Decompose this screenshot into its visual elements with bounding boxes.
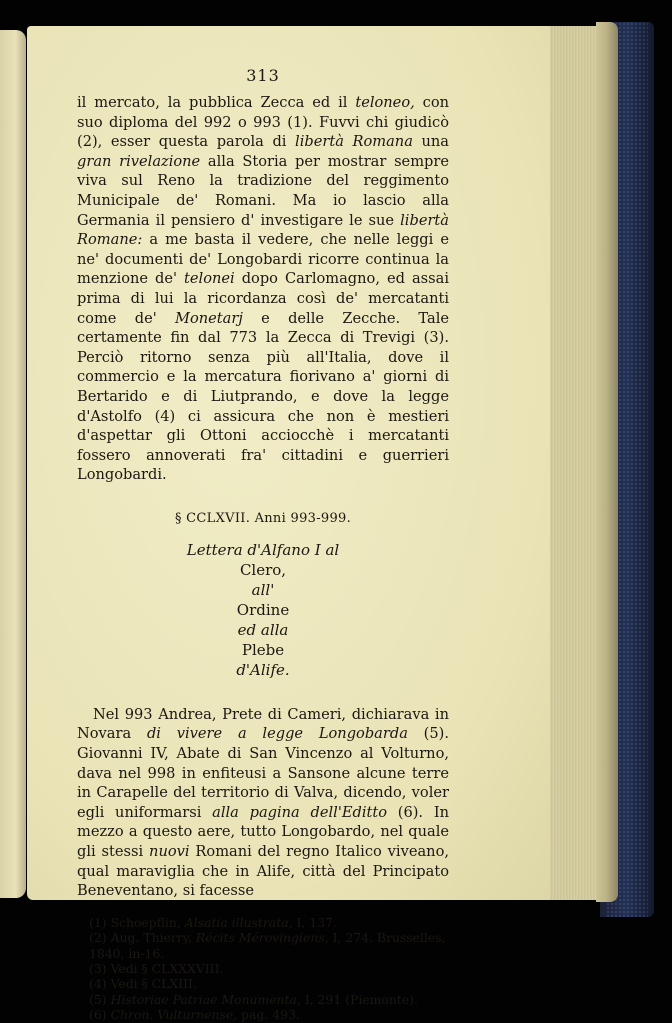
text-run: I, 274. Brusselles, 1840, in-16. <box>89 930 446 961</box>
italic-run: libertà Romana <box>295 133 413 151</box>
italic-run: nuovi <box>149 843 190 861</box>
text-run: Vedi § CLXXXVIII. <box>110 961 224 977</box>
text-run: Vedi § CLXIII. <box>110 976 197 992</box>
footnote-number: (6) <box>89 1007 107 1023</box>
text-run: e delle Zecche. Tale certamente fin dal 773 la Zecca di Trevigi (3). Perciò ritorno senza più all'Italia, dove il commercio e la mercatura fiorivano a' giorni di Bertarido e di Liutprando, e dove la legge d'Astolfo (4) ci assicura che non è mestieri d'aspettar gli Ottoni acciocchè i mercatanti fossero annoverati fra' cittadini e guerrieri Longobardi. <box>77 309 450 484</box>
page-content <box>77 66 449 1023</box>
footnote <box>77 930 449 961</box>
italic-run: di vivere a legge Longobarda <box>146 725 408 743</box>
italic-run: Historiae Patriae Monumenta, <box>110 991 301 1007</box>
text-run: dopo Carlomagno, ed assai prima di lui la ricordanza così de' mercatanti come de' <box>77 270 449 327</box>
left-page-edge <box>0 30 26 898</box>
text-run: I, 291 (Piemonte). <box>300 991 418 1007</box>
page-number: 313 <box>246 66 280 85</box>
text-run: (6). In mezzo a questo aere, tutto Longobardo, nel quale gli stessi <box>77 803 449 861</box>
text-run: Aug. Thierry, <box>110 930 196 946</box>
footnote-number: (2) <box>89 930 107 946</box>
text-run: Romani del regno Italico viveano, qual maraviglia che in Alife, città del Principato Beneventano, si facesse <box>77 843 449 900</box>
italic-run: libertà Romane: <box>77 211 449 249</box>
text-run: Plebe <box>241 640 285 659</box>
letter-title-line-2 <box>77 620 449 680</box>
footnote <box>77 992 449 1007</box>
letter-title-line-1 <box>77 540 449 620</box>
italic-run: teloneo, <box>355 94 415 111</box>
letter-title <box>77 540 449 680</box>
text-run: Ordine <box>236 600 290 619</box>
text-run: una <box>412 133 449 151</box>
footnote <box>77 976 449 991</box>
text-run: Clero, <box>239 560 287 579</box>
footnote <box>77 1007 449 1022</box>
text-run: a me basta il vedere, che nelle leggi e ne' documenti de' Longobardi ricorre continua la menzione de' <box>77 231 449 288</box>
italic-run: telonei <box>184 270 235 288</box>
italic-run: gran rivelazione <box>77 152 201 170</box>
footnote <box>77 961 449 976</box>
text-run: il mercato, la pubblica Zecca ed il <box>77 94 356 111</box>
text-run: Schoepflin, <box>110 914 185 930</box>
footnote-number: (5) <box>89 991 107 1007</box>
italic-run: Alsatia illustrata, <box>184 914 293 930</box>
italic-run: Alfano I al <box>261 540 340 559</box>
text-run: Nel 993 Andrea, Prete di Cameri, dichiarava in Novara <box>77 705 449 743</box>
footnote-number: (1) <box>89 914 107 930</box>
italic-run: Lettera d' <box>186 540 262 559</box>
italic-run: Monetarj <box>175 309 243 327</box>
italic-run: Chron. Vulturnense, <box>110 1007 238 1023</box>
paragraph-2 <box>77 705 449 901</box>
footnotes <box>77 915 449 1023</box>
footnote <box>77 915 449 930</box>
text-run: I, 137. <box>292 914 337 930</box>
italic-run: d'Alife. <box>236 660 290 679</box>
section-heading: § CCLXVII. Anni 993-999. <box>174 510 352 526</box>
text-run: pag. 493. <box>237 1007 300 1023</box>
text-run: alla Storia per mostrar sempre viva sul Reno la tradizione del reggimento Municipale de' Romani. Ma io lascio alla Germania il pensiero d' investigare le sue <box>77 152 449 229</box>
italic-run: Récits Mérovingiens, <box>195 930 329 946</box>
italic-run: ed alla <box>237 620 289 639</box>
text-run: con suo diploma del 992 o 993 (1). Fuvvi chi giudicò (2), esser questa parola di <box>77 94 449 151</box>
italic-run: alla pagina dell'Editto <box>212 803 388 821</box>
footnote-number: (4) <box>89 976 107 992</box>
footnote-number: (3) <box>89 961 107 977</box>
page-edges <box>548 26 610 900</box>
paragraph-1 <box>77 93 449 485</box>
text-run: (5). Giovanni IV, Abate di San Vincenzo al Volturno, dava nel 998 in enfiteusi a Sansone alcune terre in Carapelle del territorio di Valva, dicendo, voler egli uniformarsi <box>77 725 449 821</box>
italic-run: all' <box>251 580 275 599</box>
